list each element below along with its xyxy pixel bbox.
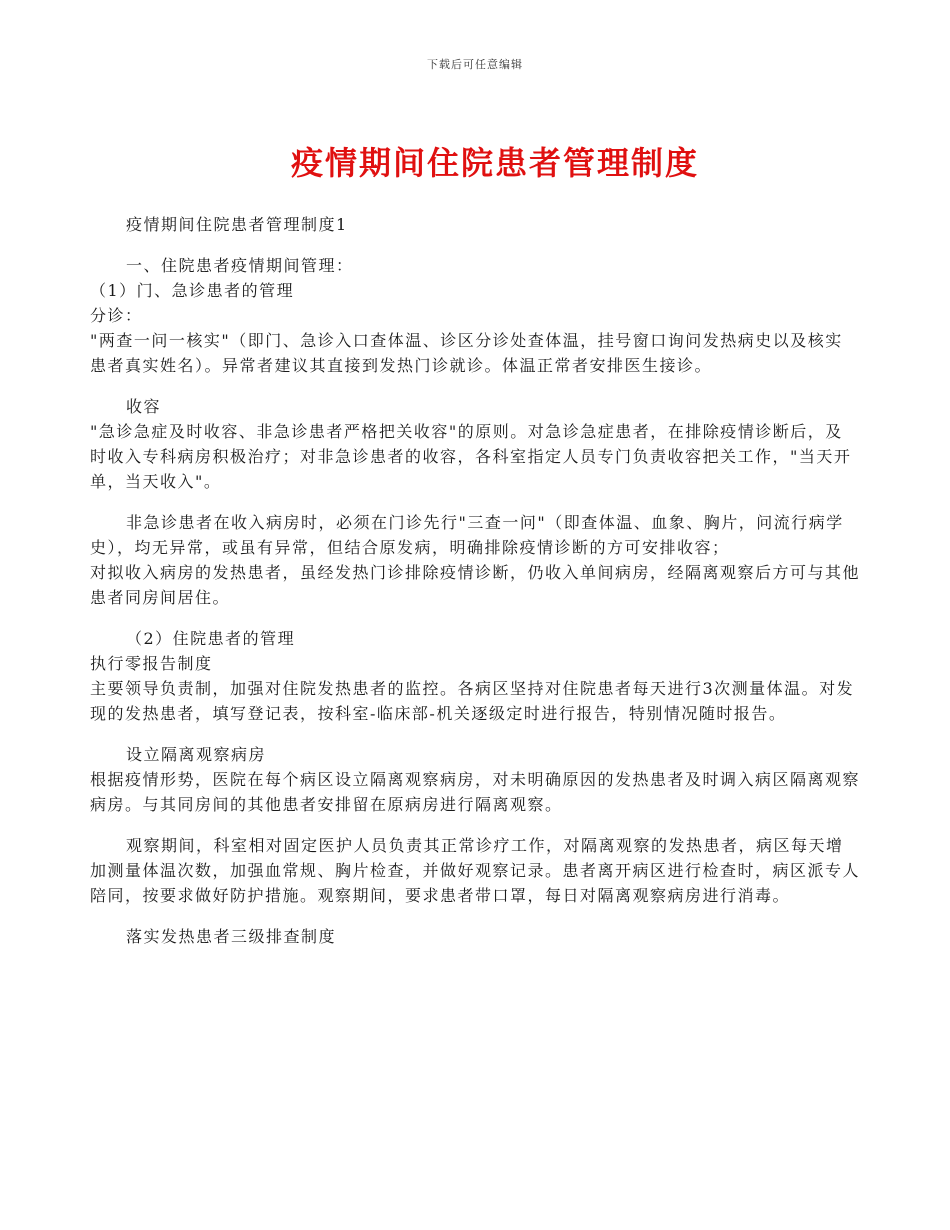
subtitle-paragraph: 疫情期间住院患者管理制度1 [126, 215, 348, 234]
item-heading: 分诊： [90, 306, 143, 325]
body-paragraph: 根据疫情形势，医院在每个病区设立隔离观察病房，对未明确原因的发热患者及时调入病区隔离观察病房。与其同房间的其他患者安排留在原病房进行隔离观察。 [90, 770, 861, 814]
item-heading: 执行零报告制度 [90, 654, 213, 673]
document-body [90, 212, 860, 949]
body-paragraph: 主要领导负责制，加强对住院发热患者的监控。各病区坚持对住院患者每天进行3次测量体温。对发现的发热患者，填写登记表，按科室-临床部-机关逐级定时进行报告，特别情况随时报告。 [90, 679, 855, 723]
body-paragraph: 非急诊患者在收入病房时，必须在门诊先行"三查一问"（即查体温、血象、胸片，问流行病学史），均无异常，或虽有异常，但结合原发病，明确排除疫情诊断的方可安排收容； [90, 513, 844, 557]
body-paragraph: "两查一问一核实"（即门、急诊入口查体温、诊区分诊处查体温，挂号窗口询问发热病史以及核实患者真实姓名）。异常者建议其直接到发热门诊就诊。体温正常者安排医生接诊。 [90, 331, 843, 375]
body-paragraph: "急诊急症及时收容、非急诊患者严格把关收容"的原则。对急诊急症患者，在排除疫情诊断后，及时收入专科病房积极治疗；对非急诊患者的收容，各科室指定人员专门负责收容把关工作，"当天开单，当天收入"。 [90, 422, 852, 491]
body-paragraph: 对拟收入病房的发热患者，虽经发热门诊排除疫情诊断，仍收入单间病房，经隔离观察后方可与其他患者同房间居住。 [90, 563, 861, 607]
section-heading: 一、住院患者疫情期间管理： [126, 256, 354, 275]
header-note: 下载后可任意编辑 [427, 58, 523, 71]
document-title: 疫情期间住院患者管理制度 [290, 144, 699, 182]
subsection-heading: （2）住院患者的管理 [126, 629, 296, 648]
item-heading: 设立隔离观察病房 [126, 745, 267, 764]
subsection-heading: （1）门、急诊患者的管理 [90, 281, 295, 300]
item-heading: 落实发热患者三级排查制度 [126, 927, 337, 946]
body-paragraph: 观察期间，科室相对固定医护人员负责其正常诊疗工作，对隔离观察的发热患者，病区每天增加测量体温次数，加强血常规、胸片检查，并做好观察记录。患者离开病区进行检查时，病区派专人陪同，按要求做好防护措施。观察期间，要求患者带口罩，每日对隔离观察病房进行消毒。 [90, 836, 861, 905]
item-heading: 收容 [126, 397, 162, 416]
